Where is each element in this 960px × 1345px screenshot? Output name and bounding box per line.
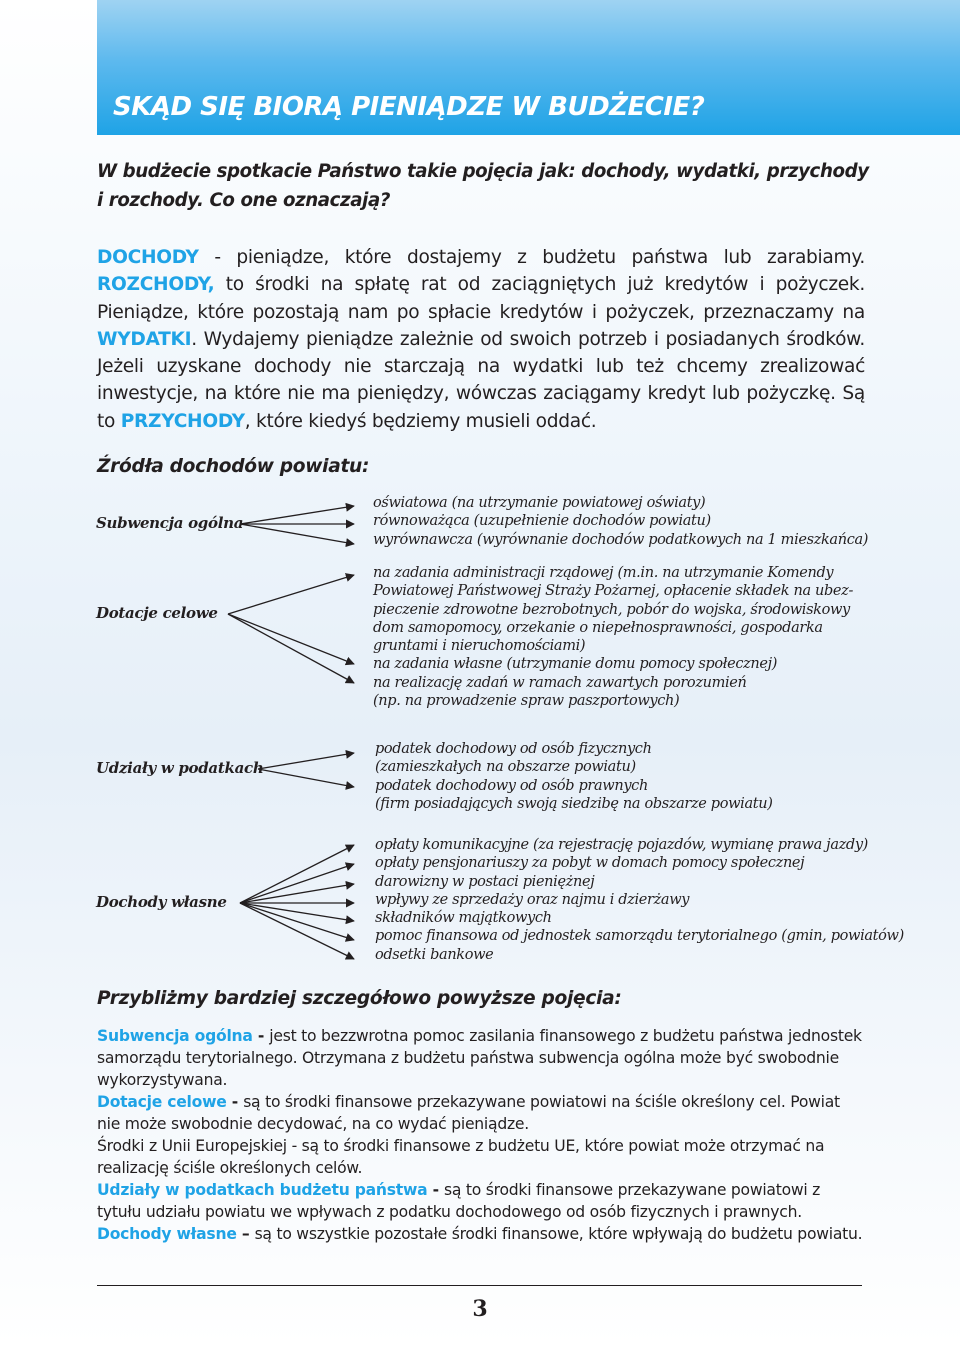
intro-text: W budżecie spotkacie Państwo takie pojęcia jak: dochody, wydatki, przychody i rozchody. Co one oznaczają?	[97, 161, 869, 211]
definition-wlasne	[97, 1223, 867, 1245]
diagram-text-subwencja: oświatowa (na utrzymanie powiatowej oświaty) równoważąca (uzupełnienie dochodów powiatu) wyrównawcza (wyrównanie dochodów podatkowych na 1 mieszkańca)	[373, 495, 869, 548]
paragraph-text-3: . Wydajemy pieniądze zależnie od swoich potrzeb i posiadanych środków. Jeżeli uzyskane dochody nie starczają na wydatki lub też chcemy zrealizować inwestycje, na które nie ma pieniędzy, wówczas zaciągamy kredyt lub pożyczkę. Są to	[97, 328, 865, 432]
paragraph-text-1: - pieniądze, które dostajemy z budżetu państwa lub zarabiamy.	[198, 247, 865, 268]
definition-udzialy	[97, 1179, 867, 1223]
definition-text: są to środki finansowe przekazywane powiatowi z tytułu udziału powiatu we wpływach z podatku dochodowego od osób fizycznych i prawnych.	[97, 1181, 821, 1221]
definition-separator: -	[427, 1181, 445, 1199]
definition-term: Dochody własne	[97, 1225, 237, 1243]
arrow-subwencja-1	[240, 506, 354, 524]
arrow-wlasne-5	[240, 903, 354, 921]
details-heading: Przybliżmy bardziej szczegółowo powyższe pojęcia:	[97, 988, 622, 1009]
arrow-udzialy-1	[258, 753, 354, 769]
arrow-wlasne-1	[240, 845, 354, 903]
footer-rule	[97, 1285, 862, 1286]
arrow-wlasne-7	[240, 903, 354, 959]
arrow-subwencja-3	[240, 524, 354, 544]
arrow-dotacje-3	[228, 614, 354, 683]
diagram-text-udzialy: podatek dochodowy od osób fizycznych (zamieszkałych na obszarze powiatu) podatek dochodowy od osób prawnych (firm posiadających swoją siedzibę na obszarze powiatu)	[375, 741, 773, 812]
diagram-label-subwencja: Subwencja ogólna	[96, 514, 244, 532]
definition-term: Dotacje celowe	[97, 1093, 227, 1111]
paragraph-text-2: to środki na spłatę rat od zaciągniętych już kredytów i pożyczek. Pieniądze, które pozostają nam po spłacie kredytów i pożyczek, przeznaczamy na	[97, 274, 865, 323]
definition-text: są to wszystkie pozostałe środki finansowe, które wpływają do budżetu powiatu.	[254, 1225, 863, 1243]
arrow-wlasne-2	[240, 864, 354, 903]
definition-ue	[97, 1135, 867, 1179]
definition-text: są to środki finansowe przekazywane powiatowi na ściśle określony cel. Powiat nie może swobodnie decydować, na co wydać pieniądze.	[97, 1093, 840, 1133]
definition-separator: -	[252, 1027, 270, 1045]
intro-paragraph	[97, 244, 865, 435]
diagram-text-wlasne: opłaty komunikacyjne (za rejestrację pojazdów, wymianę prawa jazdy) opłaty pensjonariuszy za pobyt w domach pomocy społecznej darowizny w postaci pieniężnej wpływy ze sprzedaży oraz najmu i dzierżawy składników majątkowych pomoc finansowa od jednostek samorządu terytorialnego (gmin, powiatów) odsetki bankowe	[375, 837, 904, 963]
definition-term: Udziały w podatkach budżetu państwa	[97, 1181, 428, 1199]
page-number: 3	[472, 1296, 488, 1322]
diagram-label-wlasne: Dochody własne	[96, 893, 227, 911]
keyword-wydatki: WYDATKI	[97, 328, 192, 350]
keyword-przychody: PRZYCHODY	[120, 410, 245, 432]
arrow-wlasne-3	[240, 884, 354, 903]
diagram-label-dotacje: Dotacje celowe	[96, 604, 218, 622]
arrow-dotacje-1	[228, 575, 354, 614]
sources-heading: Źródła dochodów powiatu:	[97, 456, 370, 477]
definition-text: Środki z Unii Europejskiej - są to środki finansowe z budżetu UE, które powiat może otrzymać na realizację ściśle określonych celów.	[97, 1137, 825, 1177]
definition-separator: -	[226, 1093, 244, 1111]
keyword-dochody: DOCHODY	[97, 247, 199, 268]
arrow-udzialy-2	[258, 769, 354, 787]
arrow-wlasne-6	[240, 903, 354, 940]
diagram-text-dotacje: na zadania administracji rządowej (m.in. na utrzymanie Komendy Powiatowej Państwowej Straży Pożarnej, opłacenie składek na ubez- pieczenie zdrowotne bezrobotnych, pobór do wojska, środowiskowy dom samopomocy, orzekanie o niepełnosprawności, gospodarka gruntami i nieruchomościami) na zadania własne (utrzymanie domu pomocy społecznej) na realizację zadań w ramach zawartych porozumień (np. na prowadzenie spraw paszportowych)	[373, 565, 854, 710]
definition-separator: –	[236, 1225, 255, 1243]
definition-dotacje	[97, 1091, 867, 1135]
definition-term: Subwencja ogólna	[97, 1027, 253, 1045]
arrow-dotacje-2	[228, 614, 354, 664]
definitions	[97, 1025, 867, 1245]
diagram-label-udzialy: Udziały w podatkach	[96, 759, 264, 777]
keyword-rozchody: ROZCHODY,	[97, 274, 215, 296]
page-title: SKĄD SIĘ BIORĄ PIENIĄDZE W BUDŻECIE?	[113, 92, 705, 122]
definition-subwencja	[97, 1025, 867, 1091]
paragraph-text-4: , które kiedyś będziemy musieli oddać.	[244, 410, 597, 432]
definition-text: jest to bezzwrotna pomoc zasilania finansowego z budżetu państwa jednostek samorządu terytorialnego. Otrzymana z budżetu państwa subwencja ogólna może być swobodnie wykorzystywana.	[97, 1027, 862, 1089]
